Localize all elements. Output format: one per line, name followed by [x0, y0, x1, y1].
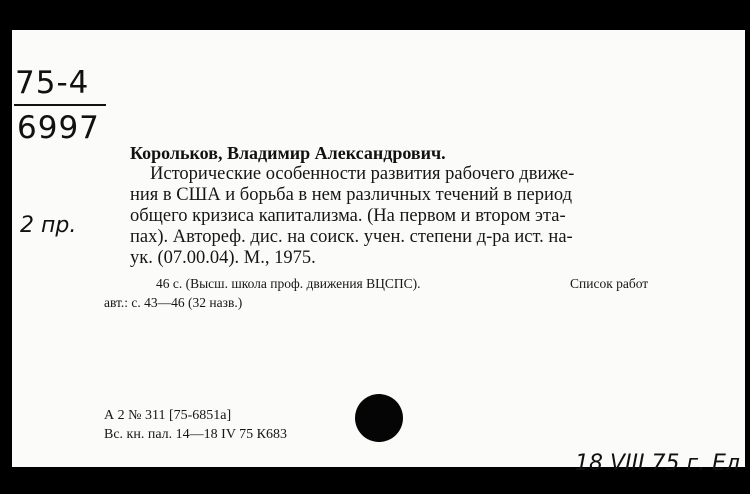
- punch-hole: [355, 394, 403, 442]
- physical-line: авт.: с. 43—46 (32 назв.): [104, 295, 243, 310]
- catalog-card: [12, 30, 745, 476]
- title-line: пах). Автореф. дис. на соиск. учен. степени д-ра ист. на-: [130, 227, 573, 247]
- order-line: Вс. кн. пал. 14—18 IV 75 К683: [104, 427, 288, 442]
- order-info: [104, 406, 287, 444]
- author-heading: Корольков, Владимир Александрович.: [130, 143, 446, 163]
- inventory-number: 6997: [17, 110, 100, 146]
- title-line: общего кризиса капитализма. (На первом и втором эта-: [130, 206, 566, 226]
- title-line: ук. (07.00.04). М., 1975.: [130, 248, 316, 268]
- order-line: А 2 № 311 [75-6851а]: [104, 408, 232, 423]
- title-line: Исторические особенности развития рабочего движе-: [150, 164, 575, 184]
- bibliography-label: Список работ: [570, 276, 649, 291]
- handwritten-received-date: 18 VIII 75 г. Ел: [575, 451, 740, 476]
- handwritten-copies-note: 2 пр.: [20, 213, 77, 238]
- call-number-rule: [14, 104, 106, 106]
- physical-description: [104, 274, 649, 312]
- title-description: [130, 164, 690, 269]
- call-number: 75-4: [15, 65, 90, 101]
- physical-line: 46 с. (Высш. школа проф. движения ВЦСПС).: [156, 276, 421, 291]
- title-line: ния в США и борьба в нем различных течений в период: [130, 185, 573, 205]
